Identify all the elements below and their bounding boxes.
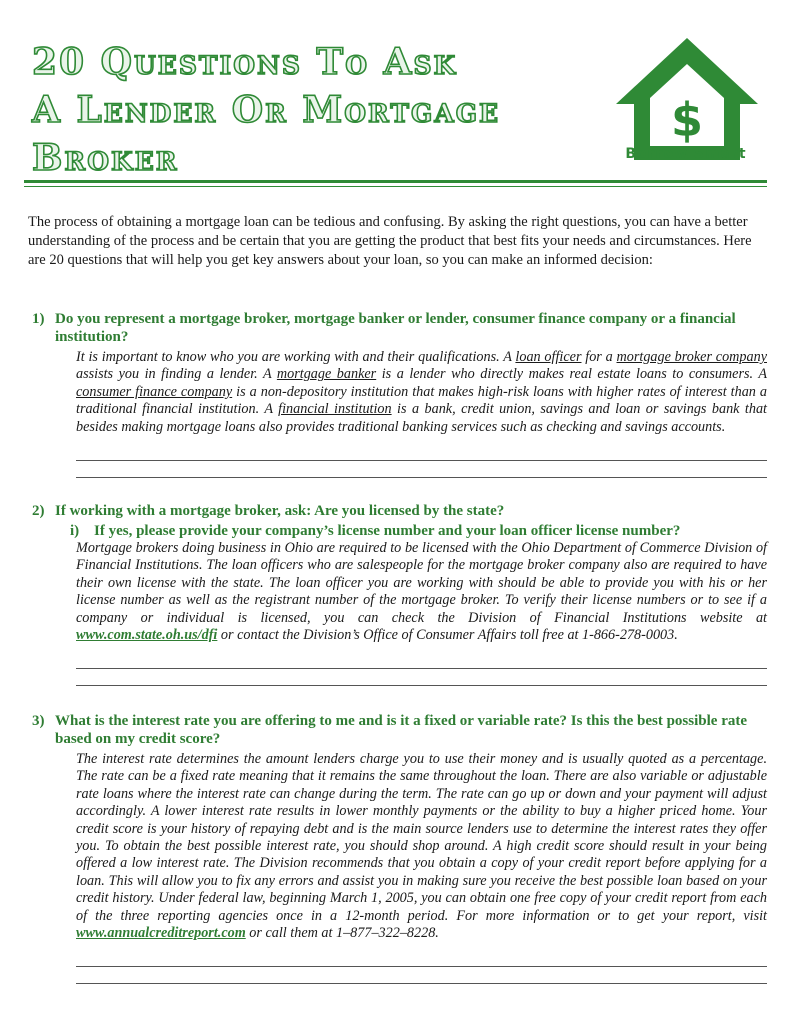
annual-credit-report-link[interactable]: www.annualcreditreport.com bbox=[76, 925, 246, 942]
term-consumer-finance-company: consumer finance company bbox=[76, 383, 233, 400]
header-divider bbox=[24, 180, 767, 183]
answer-text: or contact the Division’s Office of Consumer Affairs toll free at 1-866-278-0003. bbox=[217, 627, 678, 644]
answer-text: It is important to know who you are working with and their qualifications. A bbox=[76, 349, 516, 365]
question-number: 1) bbox=[32, 311, 45, 327]
answer-text: The interest rate determines the amount lenders charge you to use their money and is usually quoted as a percentage. The rate can be a fixed rate meaning that it remains the same throughout the loan. There are also variable or adjustable rate loans where the interest rate can change during the term. The rate can go up or down and your payment will adjust accordingly. A lower interest rate results in lower monthly payments or the ability to buy a higher priced home. Your credit score is your history of repaying debt and is the main source lenders use to determine the interest rates they offer you. To obtain the best possible interest rate, you should shop around. A high credit score should result in your being offered a low interest rate. The Division recommends that you obtain a copy of your credit report before applying for a loan. This will allow you to fix any errors and assist you in making sure you receive the best possible loan based on your credit history. Under federal law, beginning March 1, 2005, you can obtain one free copy of your credit report from each of the three reporting agencies once in a 12-month period. For more information or to get your report, visit bbox=[76, 751, 767, 924]
note-line[interactable] bbox=[76, 950, 767, 967]
question-heading bbox=[32, 502, 767, 520]
sub-question-number: i) bbox=[70, 523, 80, 539]
question-number: 3) bbox=[32, 713, 45, 729]
title-line-3: Broker bbox=[32, 137, 179, 179]
note-line[interactable] bbox=[76, 669, 767, 686]
question-text: What is the interest rate you are offering to me and is it a fixed or variable rate? Is this the best possible rate based on my credit score? bbox=[55, 713, 747, 747]
notes-lines[interactable] bbox=[76, 652, 767, 686]
notes-lines[interactable] bbox=[76, 444, 767, 478]
logo-text: Borrow Smart bbox=[625, 146, 747, 162]
term-mortgage-broker-company: mortgage broker company bbox=[616, 349, 767, 365]
note-line[interactable] bbox=[76, 652, 767, 669]
answer-text: or call them at 1–877–322–8228. bbox=[245, 925, 439, 942]
question-answer bbox=[76, 751, 767, 942]
question-answer bbox=[76, 349, 767, 436]
question-heading bbox=[32, 712, 767, 748]
answer-text: Mortgage brokers doing business in Ohio are required to be licensed with the Ohio Department of Commerce Division of Financial Institutions. The loan officers who are salespeople for the mortgage broker company also are required to have their own license with the state. The loan officer you are working with should be able to provide you with his or her license number as well as the registrant number of the mortgage broker. To verify their license numbers or to see if a company or individual is licensed, you can check the Division of Financial Institutions website at bbox=[76, 540, 767, 626]
question-2 bbox=[32, 502, 767, 686]
answer-text: is a non-depository institution that makes high-risk loans with higher rates of interest than a traditional financial institution. A bbox=[76, 383, 767, 418]
question-text: Do you represent a mortgage broker, mortgage banker or lender, consumer finance company or a financial institution? bbox=[55, 311, 736, 345]
question-heading bbox=[32, 310, 767, 346]
note-line[interactable] bbox=[76, 967, 767, 984]
sub-question-text: If yes, please provide your company’s license number and your loan officer license number? bbox=[94, 523, 681, 539]
answer-text: is a lender who directly makes real estate loans to consumers. A bbox=[376, 366, 767, 383]
question-number: 2) bbox=[32, 503, 45, 519]
title-line-1: 20 Questions To Ask bbox=[32, 41, 458, 83]
header-divider-thin bbox=[24, 186, 767, 187]
question-3 bbox=[32, 712, 767, 984]
dfi-website-link[interactable]: www.com.state.oh.us/dfi bbox=[76, 627, 218, 644]
answer-text: for a bbox=[581, 349, 617, 365]
question-1 bbox=[32, 310, 767, 478]
question-answer bbox=[76, 540, 767, 644]
question-text: If working with a mortgage broker, ask: Are you licensed by the state? bbox=[55, 503, 505, 519]
page-title bbox=[32, 38, 592, 182]
answer-text: assists you in finding a lender. A bbox=[76, 366, 277, 383]
answer-text: is a bank, credit union, savings and loan or savings bank that besides making mortgage loans also provides traditional banking services such as checking and savings accounts. bbox=[76, 401, 767, 435]
term-financial-institution: financial institution bbox=[278, 401, 392, 418]
title-line-2: A Lender Or Mortgage bbox=[32, 89, 501, 131]
note-line[interactable] bbox=[76, 461, 767, 478]
sub-question-heading bbox=[70, 522, 767, 540]
term-mortgage-banker: mortgage banker bbox=[276, 366, 377, 383]
logo-dollar-symbol: $ bbox=[670, 93, 704, 147]
notes-lines[interactable] bbox=[76, 950, 767, 984]
note-line[interactable] bbox=[76, 444, 767, 461]
intro-paragraph: The process of obtaining a mortgage loan can be tedious and confusing. By asking the right questions, you can have a better understanding of the process and be certain that you are getting the product that best fits your needs and circumstances. Here are 20 questions that will help you get key answers about your loan, so you can make an informed decision: bbox=[28, 214, 752, 268]
term-loan-officer: loan officer bbox=[515, 349, 582, 365]
